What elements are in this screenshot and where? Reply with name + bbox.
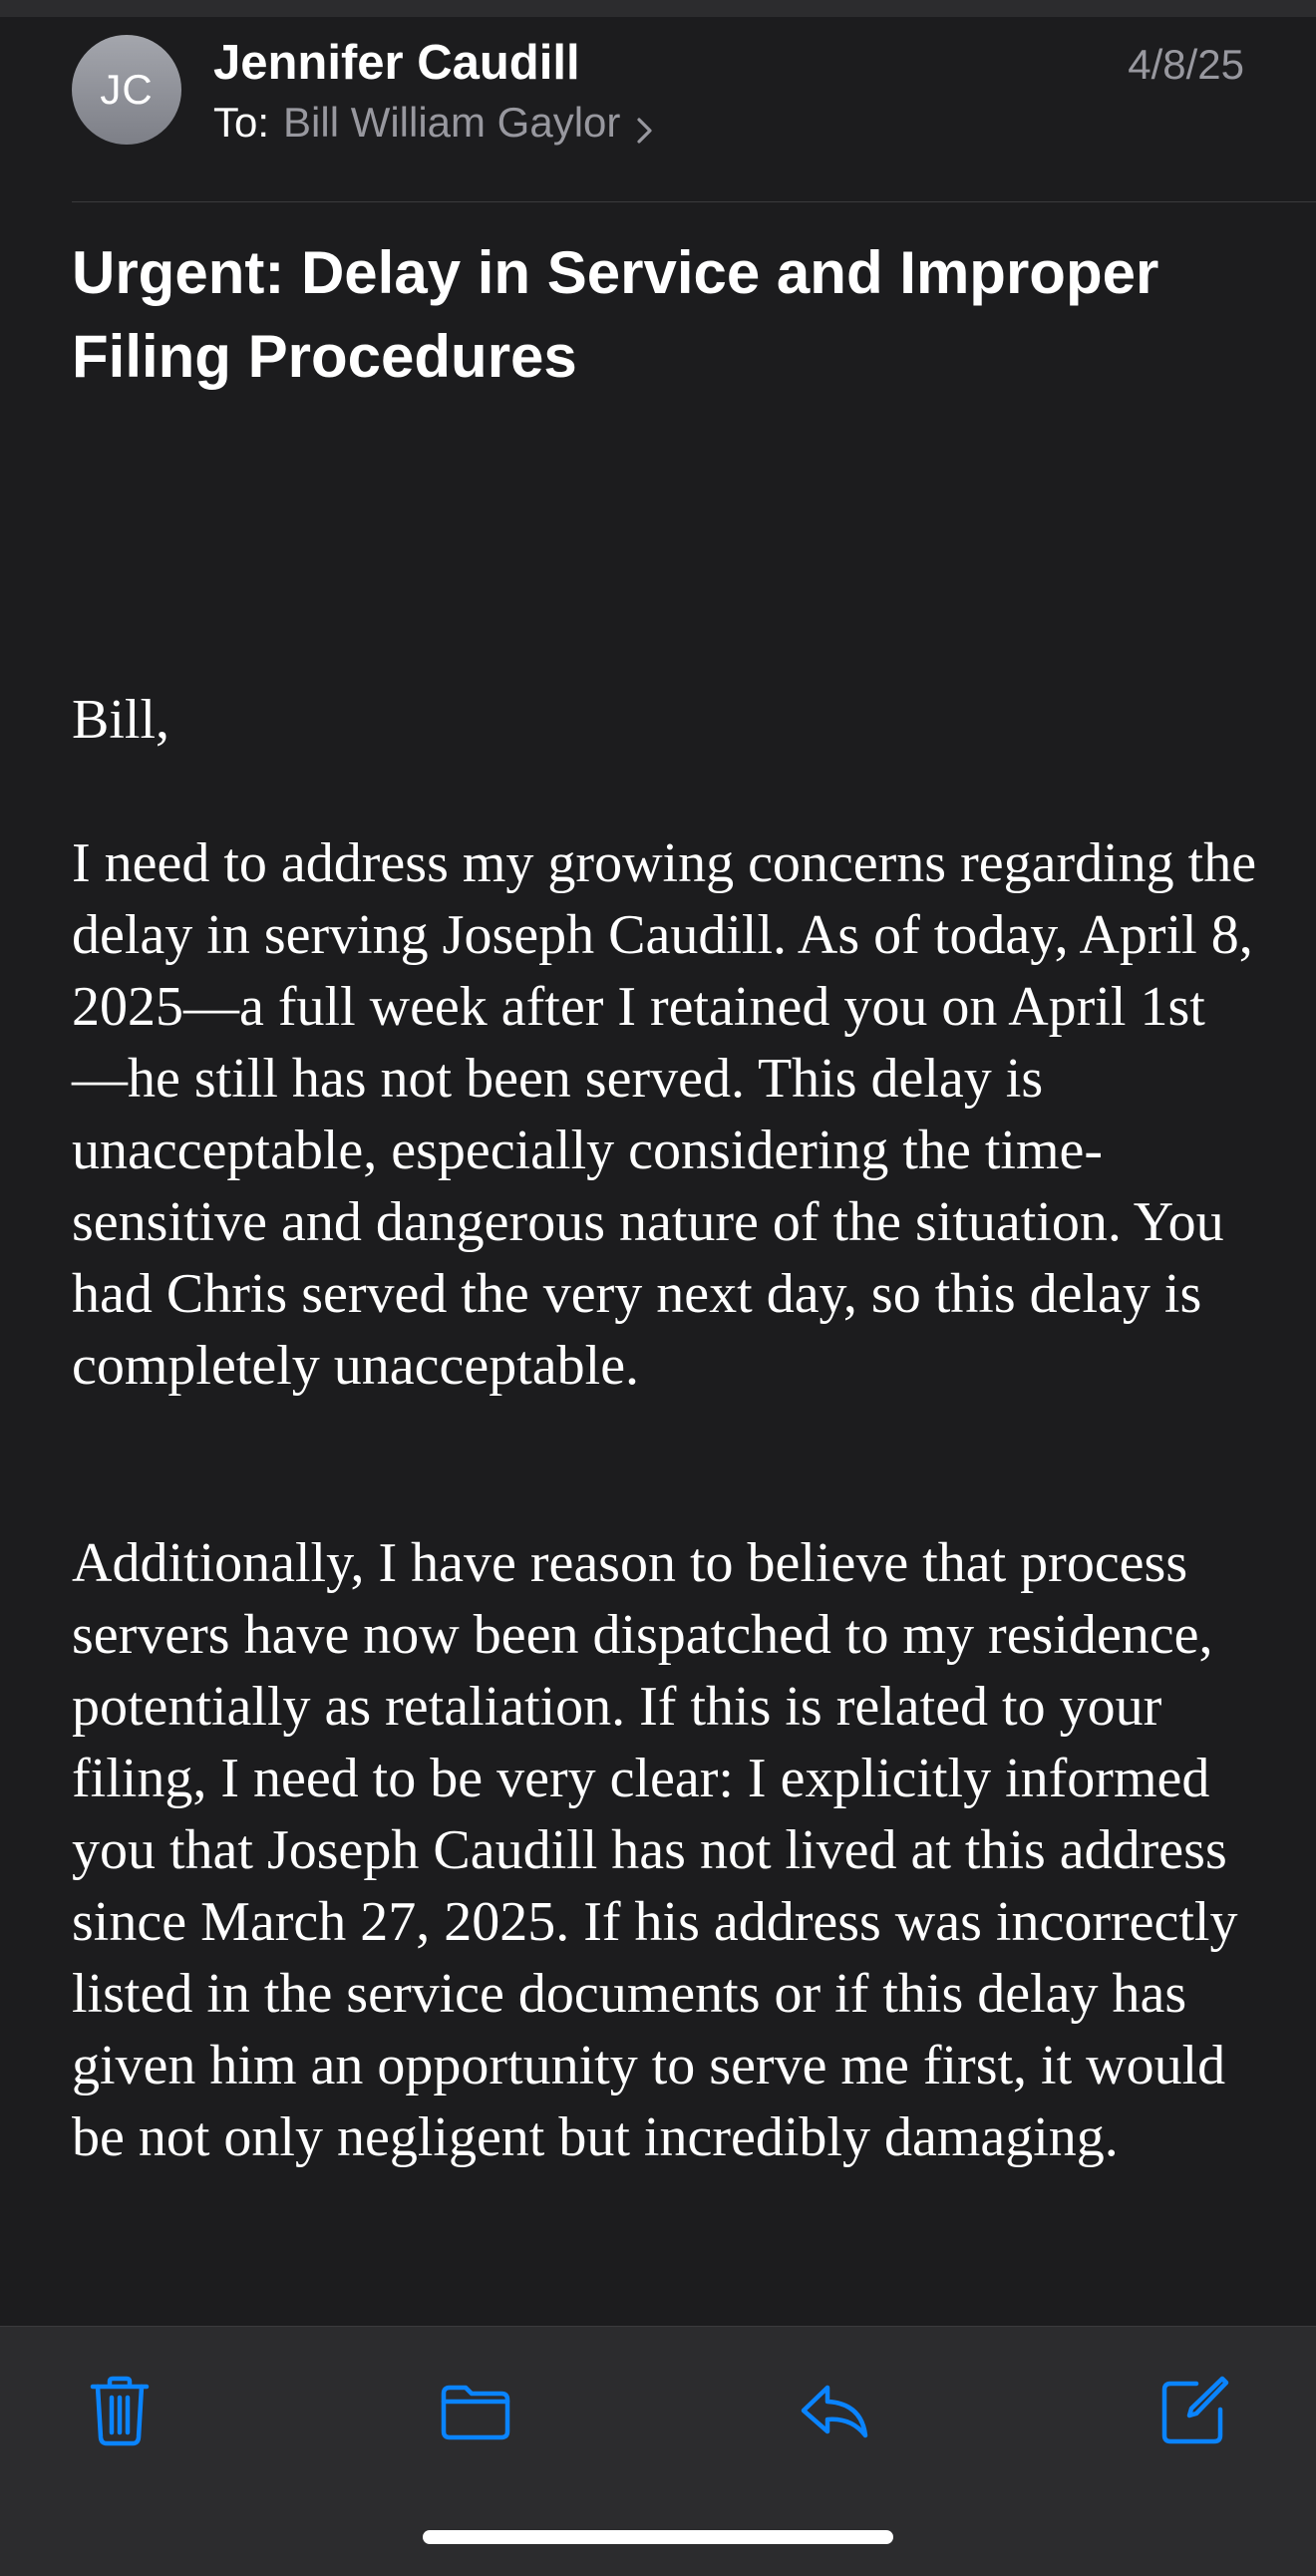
to-label: To: xyxy=(213,99,270,146)
folder-icon xyxy=(439,2374,512,2452)
delete-button[interactable] xyxy=(70,2363,169,2462)
body-greeting: Bill, xyxy=(72,689,170,751)
avatar-initials: JC xyxy=(100,66,154,113)
move-to-folder-button[interactable] xyxy=(426,2363,525,2462)
reply-icon xyxy=(798,2374,871,2452)
recipient-line[interactable] xyxy=(213,99,656,147)
compose-button[interactable] xyxy=(1144,2363,1243,2462)
compose-icon xyxy=(1156,2374,1230,2452)
recipient-name: Bill William Gaylor xyxy=(283,99,621,146)
message-subject: Urgent: Delay in Service and Improper Filing Procedures xyxy=(72,239,1159,390)
body-paragraph: Additionally, I have reason to believe that process servers have now been dispatched to my residence, potentially as retaliation. If this is related to your filing, I need to be very clear: I explicitly informed you that Joseph Caudill has not lived at this address since March 27, 2025. If his address was incorrectly listed in the service documents or if this delay has given him an opportunity to serve me first, it would be not only negligent but incredibly damaging. xyxy=(72,1532,1238,2168)
home-indicator[interactable] xyxy=(423,2530,893,2544)
sender-name[interactable]: Jennifer Caudill xyxy=(213,36,580,90)
message-header xyxy=(72,17,1244,201)
message-date: 4/8/25 xyxy=(1128,41,1244,88)
trash-icon xyxy=(83,2374,157,2452)
header-divider xyxy=(72,201,1316,202)
reply-button[interactable] xyxy=(785,2363,884,2462)
chevron-right-icon xyxy=(634,108,656,138)
message-body xyxy=(72,684,1258,2173)
body-paragraph: I need to address my growing concerns regarding the delay in serving Joseph Caudill. As of today, April 8, 2025—a full week after I retained you on April 1st—he still has not been served. This delay is unacceptable, especially considering the time-sensitive and dangerous nature of the situation. You had Chris served the very next day, so this delay is completely unacceptable. xyxy=(72,832,1257,1397)
top-strip xyxy=(0,0,1316,17)
avatar[interactable] xyxy=(72,35,181,145)
